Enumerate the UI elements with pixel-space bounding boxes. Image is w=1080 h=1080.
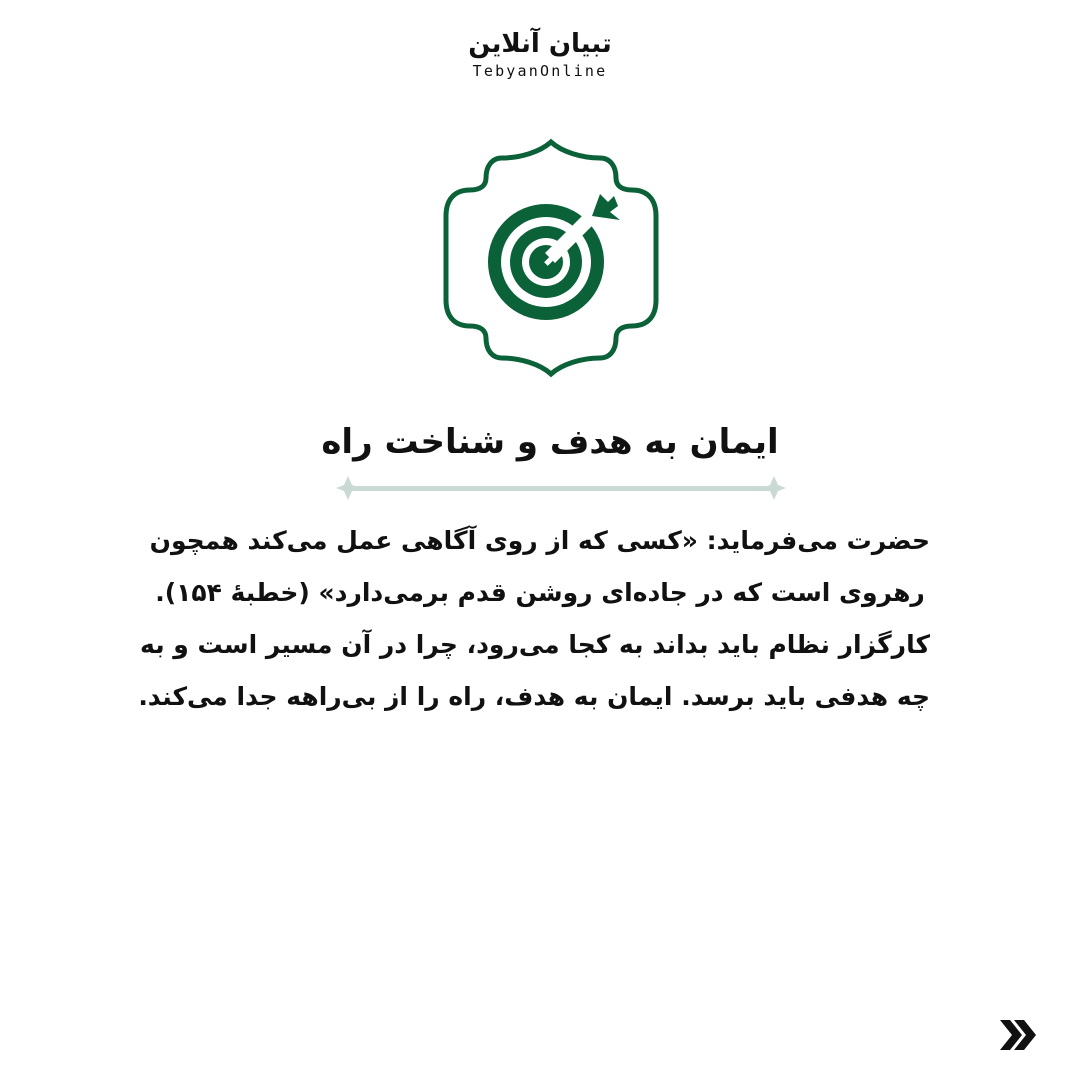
body-line: رهروی است که در جاده‌ای روشن قدم برمی‌دارد» (خطبهٔ ۱۵۴). [155,578,925,607]
next-slide-button[interactable] [998,1018,1038,1052]
page-title: ایمان به هدف و شناخت راه [321,422,779,462]
body-line: چه هدفی باید برسد. ایمان به هدف، راه را از بی‌راهه جدا می‌کند. [138,682,930,711]
ornamental-divider [336,476,786,500]
brand-name-fa: تبیان آنلاین [468,29,612,59]
body-paragraph [138,515,930,723]
brand-logo [0,28,1080,80]
double-chevron-right-icon [998,1018,1038,1052]
body-line: حضرت می‌فرماید: «کسی که از روی آگاهی عمل می‌کند همچون [149,526,930,555]
body-line: کارگزار نظام باید بداند به کجا می‌رود، چرا در آن مسیر است و به [140,630,930,659]
brand-name-en: TebyanOnline [472,62,608,80]
target-arrow-icon [440,136,662,380]
target-emblem [440,136,662,380]
